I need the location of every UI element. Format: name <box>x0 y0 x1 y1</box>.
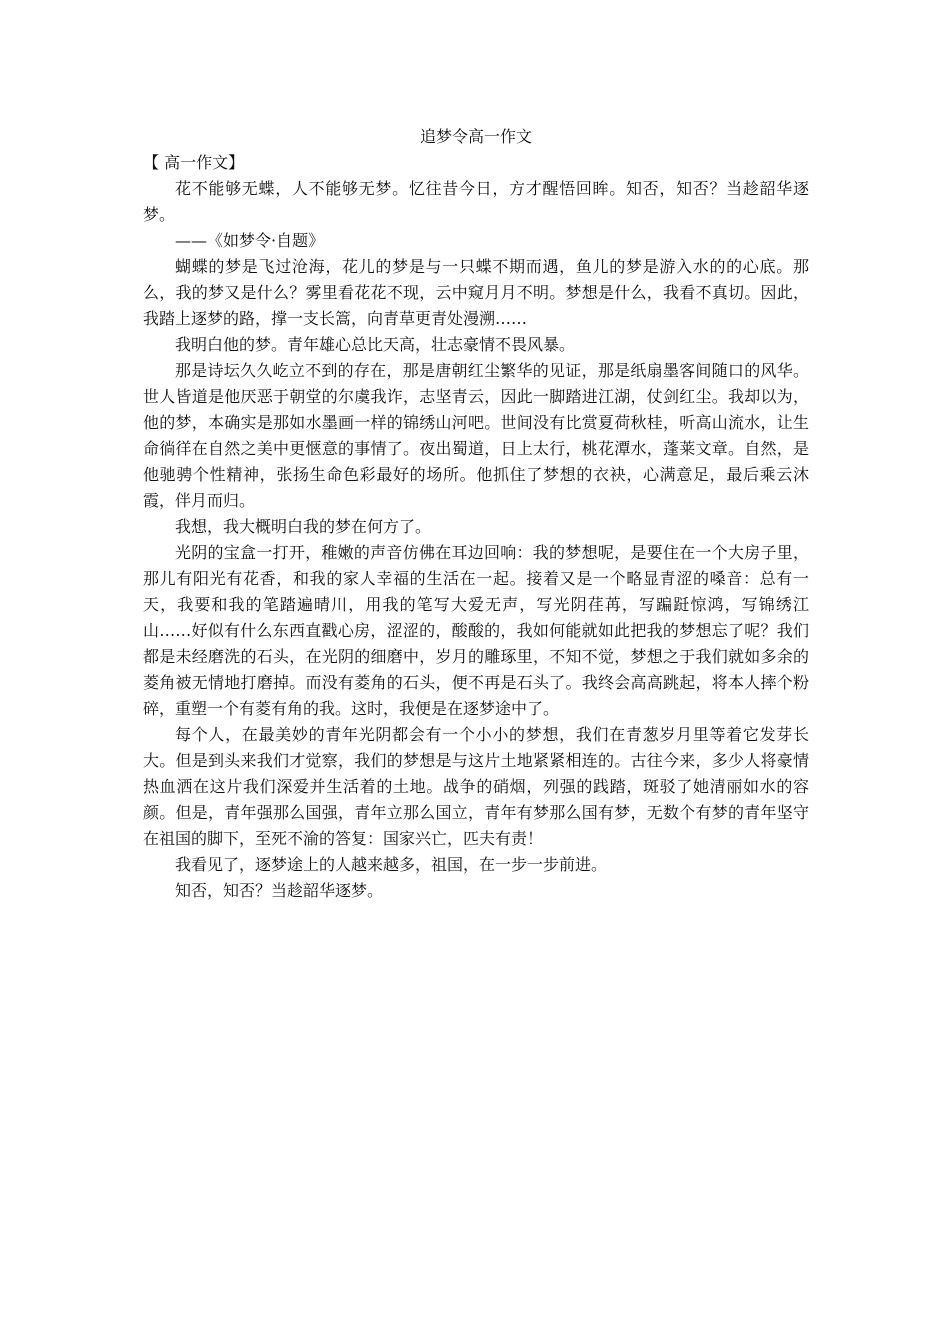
paragraph: 每个人，在最美妙的青年光阴都会有一个小小的梦想，我们在青葱岁月里等着它发芽长大。但是到头来我们才觉察，我们的梦想是与这片土地紧紧相连的。古往今来，多少人将豪情热血洒在这片我们深爱并生活着的土地。战争的硝烟，列强的践踏，斑驳了她清丽如水的容颜。但是，青年强那么国强，青年立那么国立，青年有梦那么国有梦，无数个有梦的青年坚守在祖国的脚下，至死不渝的答复：国家兴亡，匹夫有责！ <box>143 725 809 848</box>
document-page <box>143 124 809 904</box>
paragraph-closing: 知否，知否？当趁韶华逐梦。 <box>175 881 384 900</box>
poem-attribution: ——《如梦令·自题》 <box>175 231 325 250</box>
paragraph: 我想，我大概明白我的梦在何方了。 <box>175 517 432 536</box>
paragraph: 蝴蝶的梦是飞过沧海，花儿的梦是与一只蝶不期而遇，鱼儿的梦是游入水的的心底。那么，我的梦又是什么？雾里看花花不现，云中窥月月不明。梦想是什么，我看不真切。因此，我踏上逐梦的路，撑一支长篙，向青草更青处漫溯…… <box>143 257 809 328</box>
paragraph-opening-poem: 花不能够无蝶，人不能够无梦。忆往昔今日，方才醒悟回眸。知否，知否？当趁韶华逐梦。 <box>143 179 809 224</box>
paragraph: 那是诗坛久久屹立不到的存在，那是唐朝红尘繁华的见证，那是纸扇墨客间随口的风华。世人皆道是他厌恶于朝堂的尔虞我诈，志坚青云，因此一脚踏进江湖，仗剑红尘。我却以为，他的梦，本确实是那如水墨画一样的锦绣山河吧。世间没有比赏夏荷秋桂，听高山流水，让生命徜徉在自然之美中更惬意的事情了。夜出蜀道，日上太行，桃花潭水，蓬莱文章。自然，是他驰骋个性精神，张扬生命色彩最好的场所。他抓住了梦想的衣袂，心满意足，最后乘云沐霞，伴月而归。 <box>143 361 809 510</box>
paragraph: 光阴的宝盒一打开，稚嫩的声音仿佛在耳边回响：我的梦想呢，是要住在一个大房子里，那儿有阳光有花香，和我的家人幸福的生活在一起。接着又是一个略显青涩的嗓音：总有一天，我要和我的笔踏遍晴川，用我的笔写大爱无声，写光阴荏苒，写蹁跹惊鸿，写锦绣江山……好似有什么东西直戳心房，涩涩的，酸酸的，我如何能就如此把我的梦想忘了呢？我们都是未经磨洗的石头，在光阴的细磨中，岁月的雕琢里，不知不觉，梦想之于我们就如多余的菱角被无情地打磨掉。而没有菱角的石头，便不再是石头了。我终会高高跳起，将本人摔个粉碎，重塑一个有菱有角的我。这时，我便是在逐梦途中了。 <box>143 543 809 718</box>
paragraph: 我看见了，逐梦途上的人越来越多，祖国，在一步一步前进。 <box>175 855 608 874</box>
paragraph: 我明白他的梦。青年雄心总比天高，壮志豪情不畏风暴。 <box>175 335 576 354</box>
section-label: 【 高一作文】 <box>143 153 245 172</box>
document-title: 追梦令高一作文 <box>419 127 532 146</box>
